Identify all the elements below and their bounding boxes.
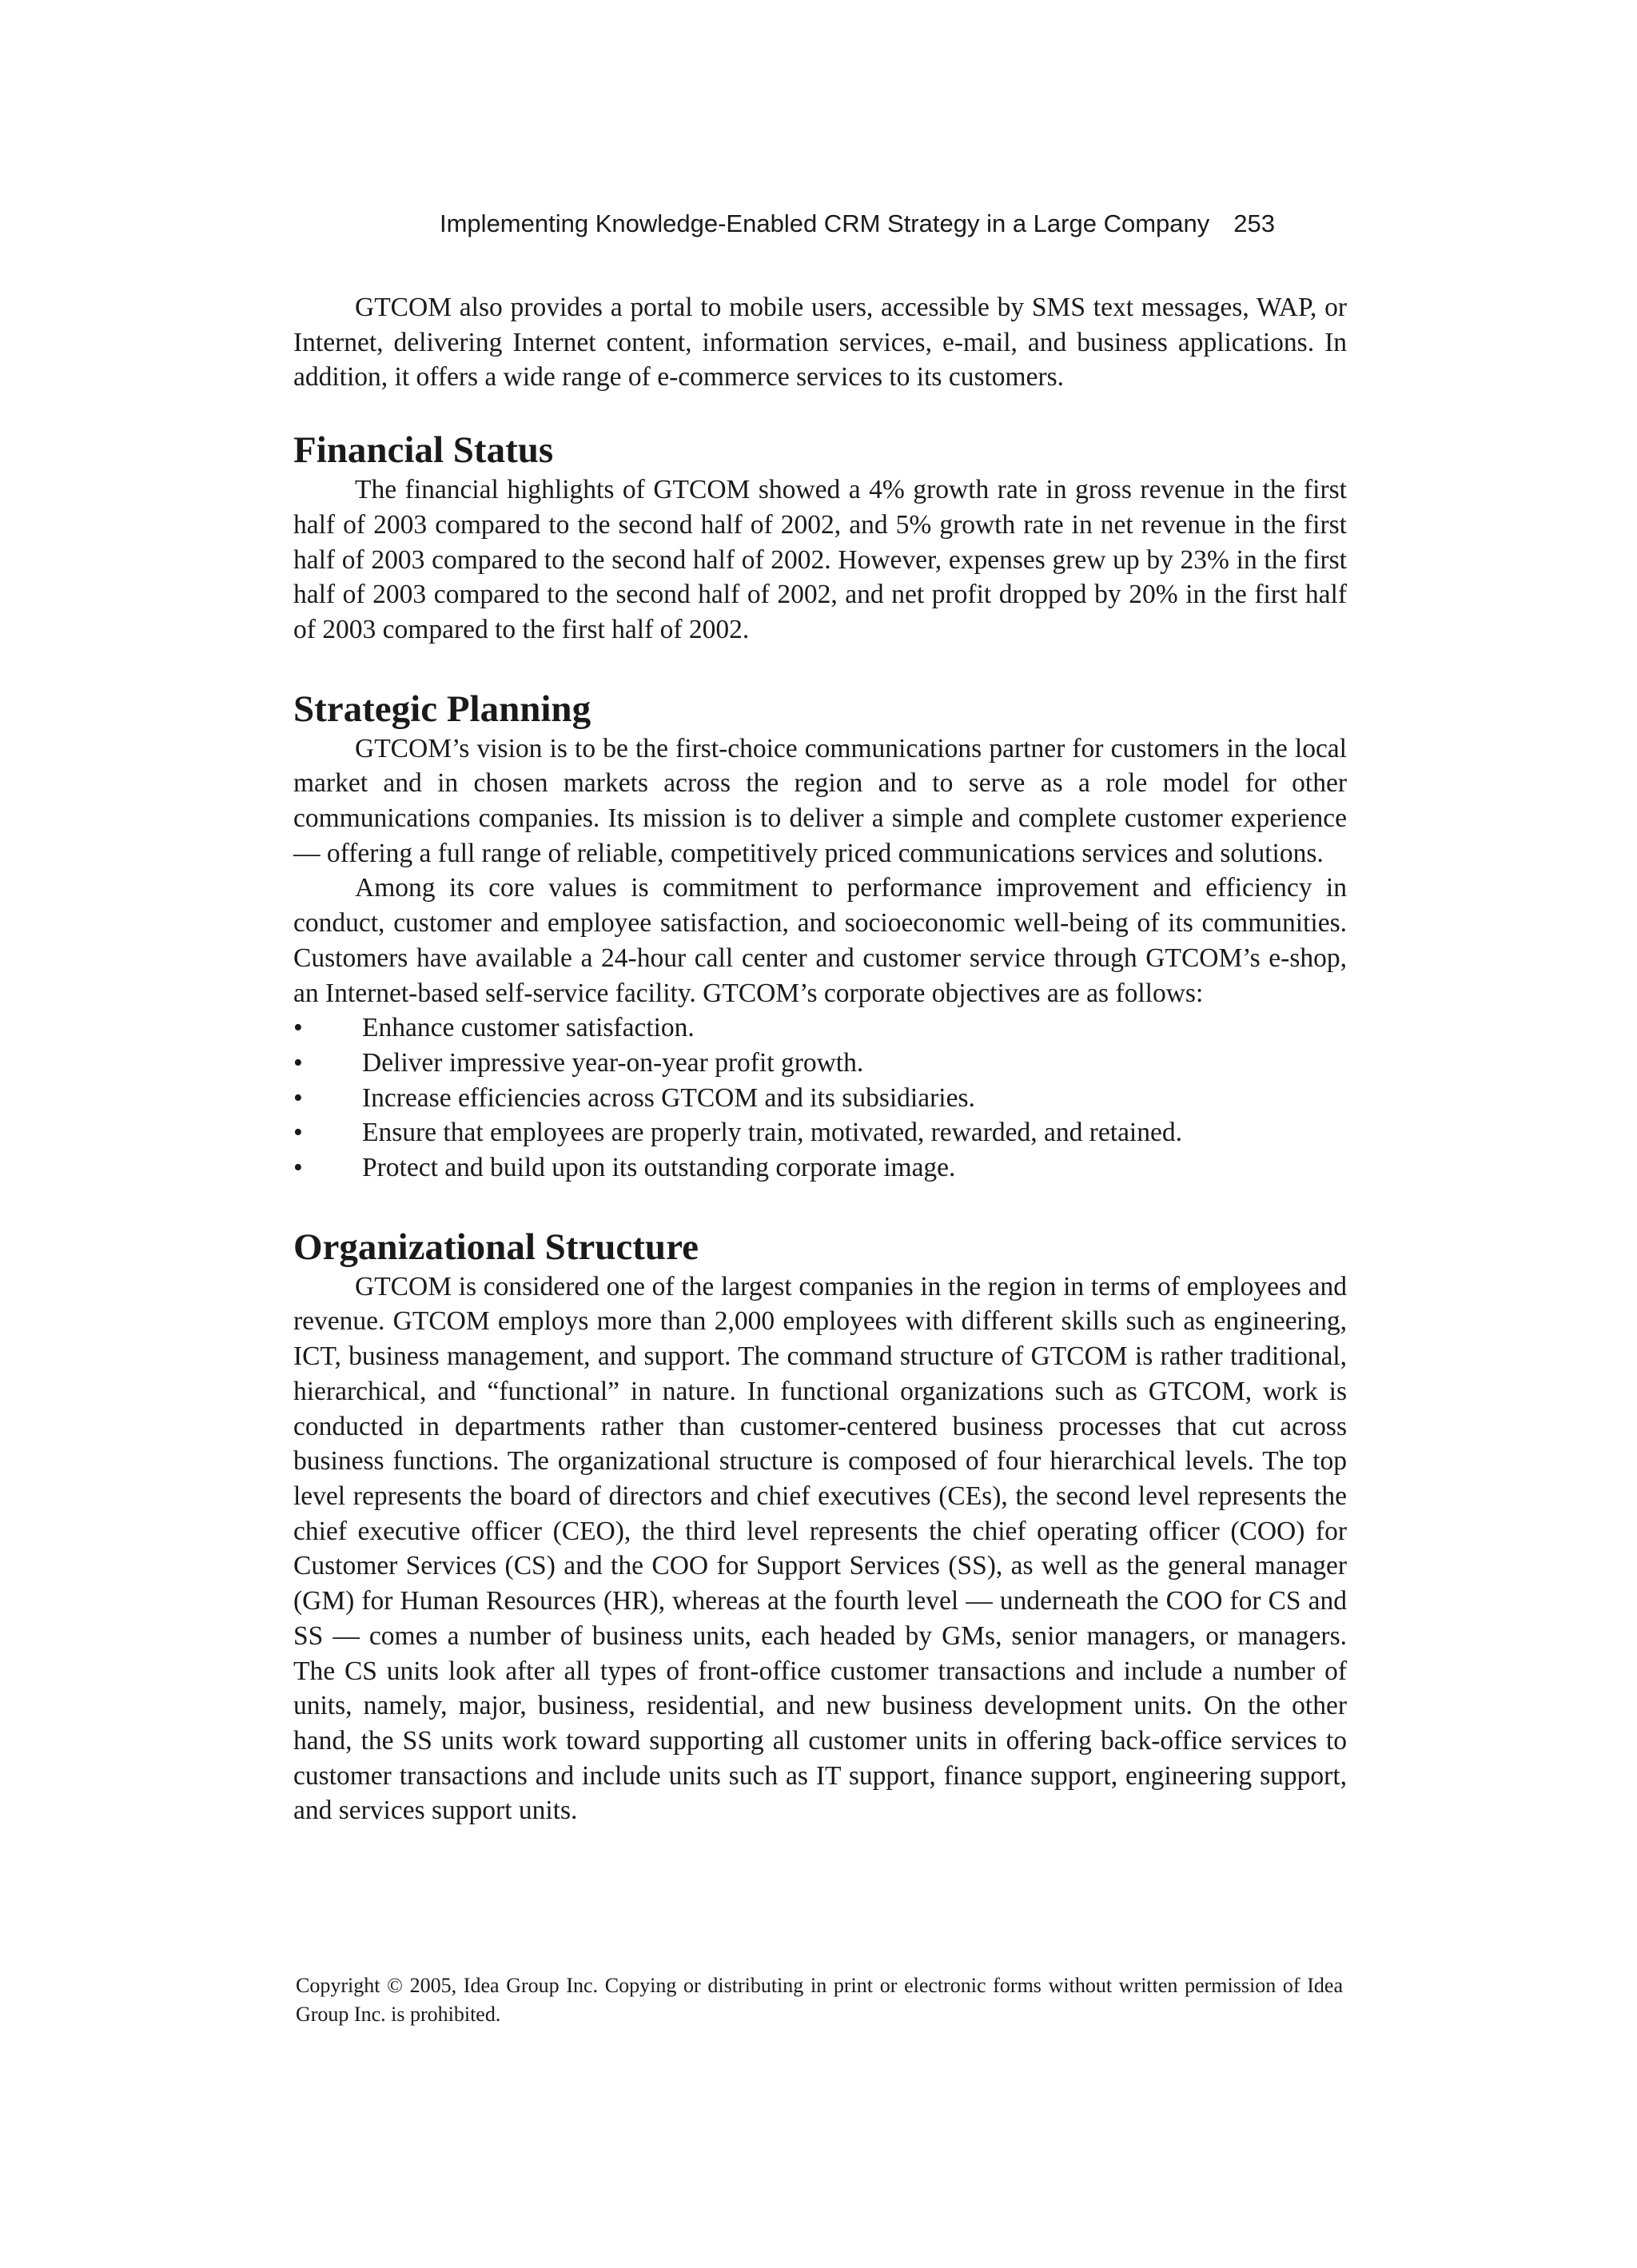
list-item xyxy=(293,1046,1347,1081)
strategic-planning-heading: Strategic Planning xyxy=(293,688,591,730)
list-item xyxy=(293,1115,1347,1150)
running-title: Implementing Knowledge-Enabled CRM Strategy in a Large Company xyxy=(440,209,1210,237)
organizational-structure-paragraph: GTCOM is considered one of the largest companies in the region in terms of employees and revenue. GTCOM employs more than 2,000 employees with different skills such as engineering, ICT, business management, and support. The command structure of GTCOM is rather traditional, hierarchical, and “functional” in nature. In functional organizations such as GTCOM, work is conducted in departments rather than customer-centered business processes that cut across business functions. The organizational structure is composed of four hierarchical levels. The top level represents the board of directors and chief executives (CEs), the second level represents the chief executive officer (CEO), the third level represents the chief operating officer (COO) for Customer Services (CS) and the COO for Support Services (SS), as well as the general manager (GM) for Human Resources (HR), whereas at the fourth level — underneath the COO for CS and SS — comes a number of business units, each headed by GMs, senior managers, or managers. The CS units look after all types of front-office customer transactions and include a number of units, namely, major, business, residential, and new business development units. On the other hand, the SS units work toward supporting all customer units in offering back-office services to customer transactions and include units such as IT support, finance support, engineering support, and services support units. xyxy=(293,1271,1347,1826)
strategic-planning-paragraph-2: Among its core values is commitment to performance improvement and efficiency in conduct, customer and employee satisfaction, and socioeconomic well-being of its communities. Customers have available a 24-hour call center and customer service through GTCOM’s e-shop, an Internet-based self-service facility. GTCOM’s corporate objectives are as follows: xyxy=(293,873,1347,1008)
body-text xyxy=(293,290,1347,1828)
list-item xyxy=(293,1150,1347,1186)
running-header xyxy=(440,209,1275,238)
bullet-icon: • xyxy=(293,1047,303,1078)
bullet-icon: • xyxy=(293,1118,303,1148)
bullet-icon: • xyxy=(293,1013,303,1043)
objectives-list xyxy=(293,1010,1347,1186)
page-number: 253 xyxy=(1233,209,1275,237)
intro-paragraph: GTCOM also provides a portal to mobile users, accessible by SMS text messages, WAP, or Internet, delivering Internet content, information services, e-mail, and business applications. In addition, it offers a wide range of e-commerce services to its customers. xyxy=(293,293,1347,393)
list-item-text: Ensure that employees are properly train, motivated, rewarded, and retained. xyxy=(362,1118,1182,1148)
financial-status-heading: Financial Status xyxy=(293,429,554,472)
financial-status-paragraph: The financial highlights of GTCOM showed a 4% growth rate in gross revenue in the first half of 2003 compared to the second half of 2002, and 5% growth rate in net revenue in the first half of 2003 compared to the second half of 2002. However, expenses grew up by 23% in the first half of 2003 compared to the second half of 2002, and net profit dropped by 20% in the first half of 2003 compared to the first half of 2002. xyxy=(293,475,1347,644)
bullet-icon: • xyxy=(293,1153,303,1183)
strategic-planning-paragraph-1: GTCOM’s vision is to be the first-choice communications partner for customers in the local market and in chosen markets across the region and to serve as a role model for other communications companies. Its mission is to deliver a simple and complete customer experience — offering a full range of reliable, competitively priced communications services and solutions. xyxy=(293,733,1347,868)
list-item-text: Increase efficiencies across GTCOM and its subsidiaries. xyxy=(362,1082,975,1113)
bullet-icon: • xyxy=(293,1082,303,1113)
list-item-text: Enhance customer satisfaction. xyxy=(362,1013,695,1043)
organizational-structure-heading: Organizational Structure xyxy=(293,1226,699,1268)
list-item xyxy=(293,1081,1347,1116)
list-item-text: Protect and build upon its outstanding corporate image. xyxy=(362,1153,956,1183)
list-item xyxy=(293,1010,1347,1046)
list-item-text: Deliver impressive year-on-year profit growth. xyxy=(362,1047,864,1078)
copyright-notice: Copyright © 2005, Idea Group Inc. Copying or distributing in print or electronic forms without written permission of Idea Group Inc. is prohibited. xyxy=(296,1974,1343,2026)
